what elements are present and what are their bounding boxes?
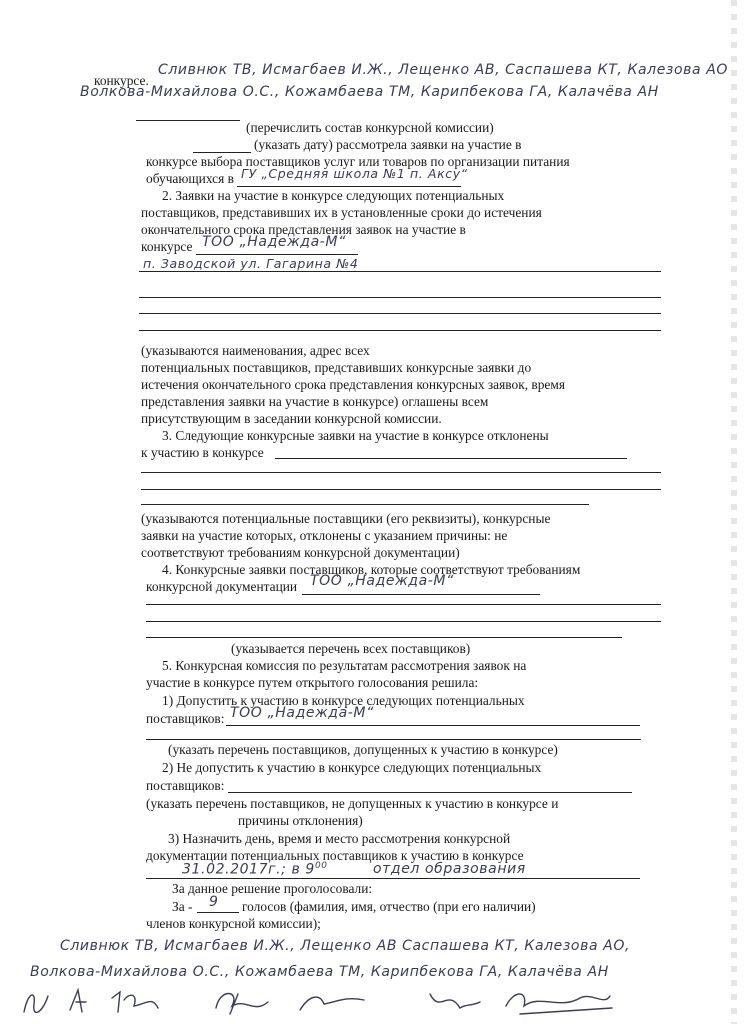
signature-2 <box>70 990 86 1012</box>
text-line: поставщиков, представивших их в установленные сроки до истечения <box>141 205 542 220</box>
text-line: 2) Не допустить к участию в конкурсе следующих потенциальных <box>162 760 542 775</box>
text-line: 1) Допустить к участию в конкурсе следующих потенциальных <box>162 693 525 708</box>
blank-line <box>136 120 240 121</box>
blank-line <box>237 186 461 187</box>
blank-line <box>226 725 640 726</box>
handwritten-supplier-address: п. Заводской ул. Гагарина №4 <box>143 256 359 271</box>
text-line: к участию в конкурсе <box>141 445 264 460</box>
blank-line <box>139 330 661 331</box>
blank-line <box>139 297 661 298</box>
text-line: (указывается перечень всех поставщиков) <box>231 641 471 656</box>
text-line: (указать перечень поставщиков, не допущенных к участию в конкурсе и <box>146 796 559 811</box>
text-line: 2. Заявки на участие в конкурсе следующих потенциальных <box>162 188 505 203</box>
blank-line <box>141 489 661 490</box>
blank-line <box>146 604 661 605</box>
signature-5 <box>300 997 364 1010</box>
text-line: (указать перечень поставщиков, допущенных к участию в конкурсе) <box>168 742 558 757</box>
text-line: За - <box>172 899 193 914</box>
signature-7 <box>506 994 612 1014</box>
text-line: За данное решение проголосовали: <box>172 881 373 896</box>
handwritten-school-name: ГУ „Средняя школа №1 п. Аксу“ <box>241 166 468 181</box>
text-line: (указать дату) рассмотрела заявки на участие в <box>254 137 522 152</box>
text-line: обучающихся в <box>146 171 234 186</box>
handwritten-review-date: 31.02.2017г.; в $9^{00}$ <box>182 861 328 878</box>
signature-1 <box>24 995 48 1012</box>
handwritten-vote-count: 9 <box>209 894 219 910</box>
blank-line <box>141 472 661 473</box>
scan-edge-artifact <box>731 0 737 1024</box>
text-line: 5. Конкурсная комиссия по результатам рассмотрения заявок на <box>162 658 527 673</box>
blank-line <box>146 621 661 622</box>
blank-line <box>302 594 540 595</box>
text-line: окончательного срока представления заявок на участие в <box>141 222 466 237</box>
text-line: конкурсе <box>141 239 193 254</box>
text-line: 4. Конкурсные заявки поставщиков, которые соответствуют требованиям <box>162 562 581 577</box>
text-line: заявки на участие которых, отклонены с указанием причины: не <box>141 528 508 543</box>
text-line: поставщиков: <box>146 711 225 726</box>
text-line: членов конкурсной комиссии); <box>146 916 321 931</box>
blank-line <box>139 271 661 272</box>
handwritten-supplier-compliant: ТОО „Надежда-М“ <box>310 573 454 589</box>
text-line: причины отклонения) <box>238 813 363 828</box>
handwritten-members-line-1: Сливнюк ТВ, Исмагбаев И.Ж., Лещенко АВ Саспашева КТ, Калезова АО, <box>60 938 631 954</box>
blank-line <box>139 313 661 314</box>
text-line: соответствуют требованиям конкурсной документации) <box>141 545 460 560</box>
handwritten-review-place: отдел образования <box>373 861 526 877</box>
text-line: конкурсе. <box>94 73 149 88</box>
blank-line <box>141 504 589 505</box>
text-line: (перечислить состав конкурсной комиссии) <box>246 120 494 135</box>
text-line: 3. Следующие конкурсные заявки на участие в конкурсе отклонены <box>162 428 549 443</box>
text-line: присутствующим в заседании конкурсной комиссии. <box>141 411 442 426</box>
handwritten-commission-line-2: Волкова-Михайлова О.С., Кожамбаева ТМ, Карипбекова ГА, Калачёва АН <box>80 84 659 100</box>
blank-line <box>146 878 640 879</box>
text-line: (указываются наименования, адрес всех <box>141 343 370 358</box>
text-line: истечения окончательного срока представления конкурсных заявок, время <box>141 377 565 392</box>
text-line: участие в конкурсе путем открытого голосования решила: <box>146 675 479 690</box>
text-line: конкурсной документации <box>146 579 298 594</box>
text-line: представления заявки на участие в конкурсе) оглашены всем <box>141 394 489 409</box>
text-line: 3) Назначить день, время и место рассмотрения конкурсной <box>168 831 511 846</box>
text-line: голосов (фамилия, имя, отчество (при его наличии) <box>242 899 536 914</box>
handwritten-supplier-name: ТОО „Надежда-М“ <box>202 234 346 250</box>
signature-6 <box>430 994 480 1008</box>
signatures <box>20 984 660 1018</box>
handwritten-supplier-admitted: ТОО „Надежда-М“ <box>230 705 374 721</box>
blank-line <box>146 739 641 740</box>
text-line: конкурсе выбора поставщиков услуг или товаров по организации питания <box>146 154 570 169</box>
text-line: (указываются потенциальные поставщики (его реквизиты), конкурсные <box>141 511 551 526</box>
signature-4 <box>216 994 268 1015</box>
blank-line <box>228 792 632 793</box>
blank-line <box>197 912 239 913</box>
text-line: потенциальных поставщиков, представивших конкурсные заявки до <box>141 360 532 375</box>
text-line: поставщиков: <box>146 778 225 793</box>
text-line: документации потенциальных поставщиков к участию в конкурсе <box>146 848 524 863</box>
signature-3 <box>112 992 158 1012</box>
handwritten-commission-line-1: Сливнюк ТВ, Исмагбаев И.Ж., Лещенко АВ, Саспашева КТ, Калезова АО <box>158 62 729 78</box>
blank-line <box>196 254 358 255</box>
blank-line <box>275 458 627 459</box>
blank-line <box>193 152 251 153</box>
blank-line <box>146 637 622 638</box>
handwritten-members-line-2: Волкова-Михайлова О.С., Кожамбаева ТМ, Карипбекова ГА, Калачёва АН <box>30 964 609 980</box>
